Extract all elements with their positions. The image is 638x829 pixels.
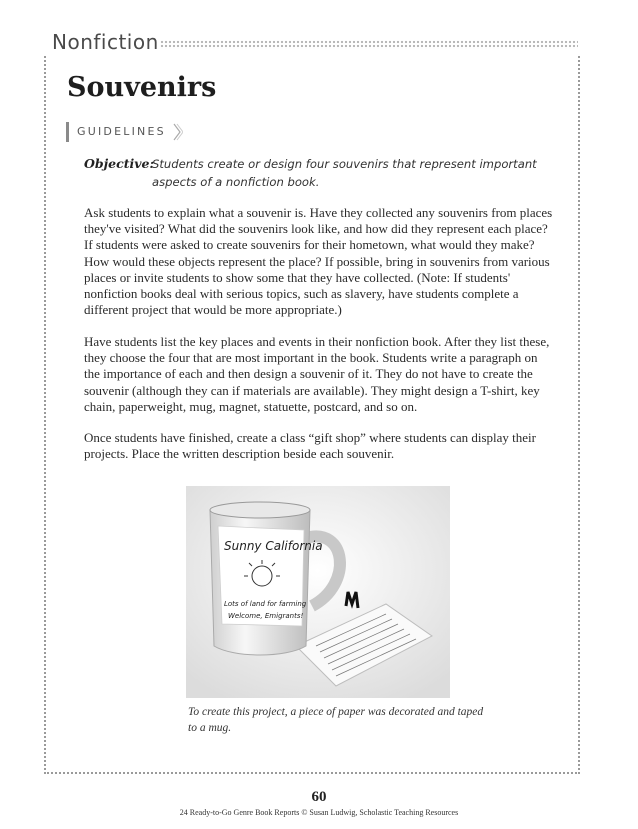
header-dotted-bar	[160, 40, 578, 49]
page-title: Souvenirs	[67, 72, 217, 103]
paragraph-1: Ask students to explain what a souvenir is. Have they collected any souvenirs from places they've visited? What did the souvenirs look like, and how did they represent each place? If students were asked to create souvenirs for their hometown, what would they make? How would these objects represent the place? If possible, bring in souvenirs from various places or invite students to show some that they have collected. (Note: If students' nonfiction books deal with serious topics, such as slavery, have students complete a different project that would be more appropriate.)	[84, 205, 553, 318]
mug-text-bottom-1: Lots of land for farming	[224, 600, 307, 608]
mug-text-top: Sunny California	[224, 539, 323, 553]
paragraph-3: Once students have finished, create a class “gift shop” where students can display their projects. Place the written description beside each souvenir.	[84, 430, 536, 462]
paragraph-2: Have students list the key places and events in their nonfiction book. After they list these, they choose the four that are most important in the book. Students write a paragraph on the importance of each and then design a souvenir of it. They do not have to create the souvenir (although they can if materials are available). They might design a T-shirt, key chain, paperweight, mug, magnet, statuette, postcard, and so on.	[84, 334, 550, 414]
guidelines-tab	[66, 122, 183, 142]
mug-text-bottom-2: Welcome, Emigrants!	[228, 612, 304, 620]
objective-text: Students create or design four souvenirs that represent important aspects of a nonfiction book.	[152, 157, 537, 189]
mug-photo	[186, 486, 450, 698]
footer-credit: 24 Ready-to-Go Genre Book Reports © Susan Ludwig, Scholastic Teaching Resources	[179, 808, 459, 817]
chevron-right-icon	[173, 123, 183, 141]
photo-caption: To create this project, a piece of paper was decorated and taped to a mug.	[188, 706, 484, 734]
objective-label: Objective:	[84, 156, 155, 171]
guidelines-label: GUIDELINES	[77, 125, 166, 138]
page-number: 60	[311, 789, 327, 805]
section-header: Nonfiction	[52, 30, 159, 54]
objective-block	[84, 155, 554, 191]
